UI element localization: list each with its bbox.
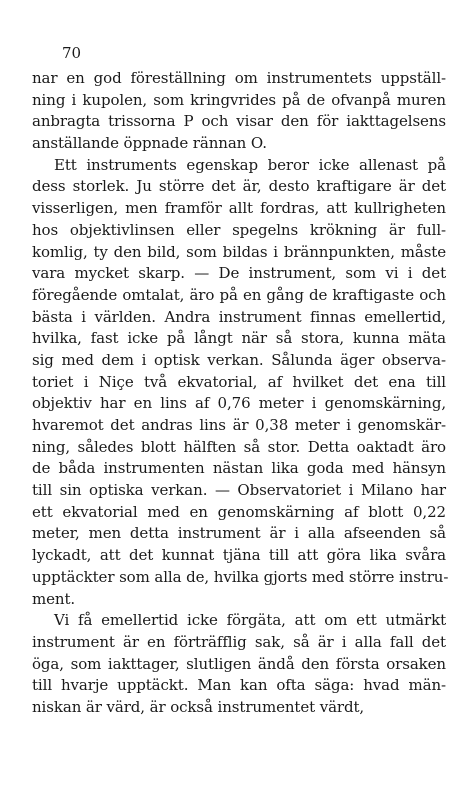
text-line: föregående omtalat, äro på en gång de kraftigaste och (32, 285, 446, 304)
page-number: 70 (62, 44, 82, 62)
paragraph-2 (32, 155, 449, 610)
text-line: sig med dem i optisk verkan. Sålunda äger observa- (32, 350, 446, 369)
text-line: ett ekvatorial med en genomskärning af blott 0,22 (32, 502, 446, 521)
text-line: ning i kupolen, som kringvrides på de ofvanpå muren (32, 90, 446, 109)
text-line: Ett instruments egenskap beror icke allenast på (54, 155, 446, 174)
text-line: objektiv har en lins af 0,76 meter i genomskärning, (32, 394, 446, 413)
text-line: toriet i Niçe två ekvatorial, af hvilket det ena till (32, 372, 446, 391)
text-line: niskan är värd, är också instrumentet värdt, (32, 697, 365, 716)
text-line: de båda instrumenten nästan lika goda med hänsyn (32, 459, 446, 478)
text-line: bästa i världen. Andra instrument finnas emellertid, (32, 307, 446, 326)
text-line: till sin optiska verkan. — Observatoriet i Milano har (32, 481, 446, 500)
text-line: hvaremot det andras lins är 0,38 meter i genomskär- (32, 416, 446, 434)
text-line: hvilka, fast icke på långt när så stora, kunna mäta (32, 329, 446, 348)
text-line: visserligen, men framför allt fordras, att kullrigheten (32, 199, 446, 218)
text-line: ment. (32, 589, 76, 608)
text-line: ning, således blott hälften så stor. Detta oaktadt äro (32, 437, 446, 456)
text-line: instrument är en förträfflig sak, så är i alla fall det (32, 632, 446, 651)
paragraph-1 (32, 68, 446, 155)
text-line: Vi få emellertid icke förgäta, att om ett utmärkt (54, 611, 446, 630)
text-line: anställande öppnade rännan O. (32, 134, 267, 153)
text-line: dess storlek. Ju större det är, desto kraftigare är det (32, 177, 446, 196)
text-line: anbragta trissorna P och visar den för iakttagelsens (32, 112, 446, 131)
text-line: till hvarje upptäckt. Man kan ofta säga: hvad män- (32, 676, 446, 695)
text-line: lyckadt, att det kunnat tjäna till att göra lika svåra (32, 546, 446, 565)
text-line: vara mycket skarp. — De instrument, som vi i det (32, 264, 446, 283)
text-line: upptäckter som alla de, hvilka gjorts med större instru- (32, 567, 449, 586)
paragraph-3 (32, 610, 446, 718)
text-line: hos objektivlinsen eller spegelns krökning är full- (32, 220, 446, 239)
text-line: meter, men detta instrument är i alla afseenden så (32, 524, 446, 543)
text-line: nar en god föreställning om instrumentets uppställ- (32, 69, 446, 87)
text-line: öga, som iakttager, slutligen ändå den första orsaken (32, 654, 446, 673)
text-line: komlig, ty den bild, som bildas i brännpunkten, måste (32, 242, 446, 261)
body-text (32, 68, 449, 719)
